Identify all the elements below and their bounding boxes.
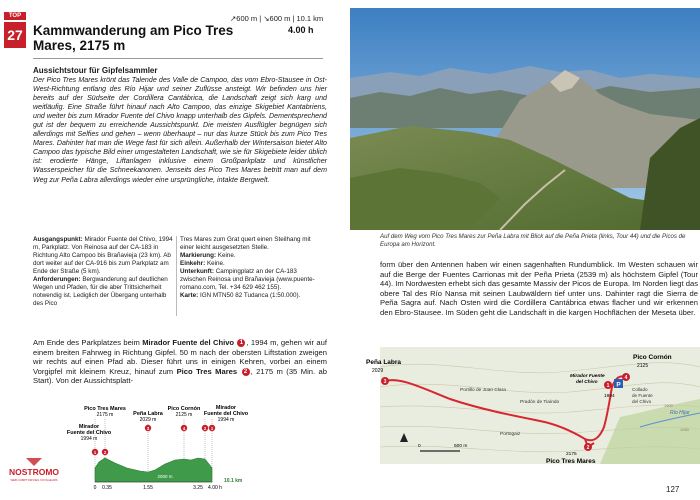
info-value-requirements-cont: Tres Mares zum Grat quert einen Steilhang mit einer leicht ausgesetzten Stelle.: [180, 236, 311, 251]
waypoint-number: 3: [146, 426, 150, 431]
page-number: 127: [666, 485, 680, 494]
mountain-photo: [350, 8, 700, 230]
route-start-name: Mirador Fuente del Chivo: [142, 338, 235, 347]
map-label-portillo: Portillo de Juan Clara: [460, 388, 506, 393]
waypoint-number: 2: [103, 450, 107, 455]
column-divider: [176, 236, 177, 316]
waypoint-number: 4: [624, 375, 628, 381]
map-parking-label: P: [616, 381, 621, 389]
profile-label: 2125 m: [175, 412, 193, 418]
route-description: [33, 338, 327, 386]
profile-label: Mirador: [215, 405, 237, 411]
info-column-right: [180, 236, 322, 300]
map-label-tres-mares-alt: 2175: [566, 452, 577, 457]
info-label-accommodation: Unterkunft:: [180, 267, 214, 275]
waypoint-number: 1: [606, 383, 610, 389]
info-value-accommodation: Campingplatz an der CA-183 zwischen Reinosa und Brañavieja (www.puente-romano.com, Tel. +34 629 462 155).: [180, 267, 315, 291]
waypoint-number: 1: [93, 450, 97, 455]
profile-x-tick: 1.55: [143, 485, 153, 491]
map-label-mirador: Mirador Fuente: [570, 374, 605, 379]
map-label-pena-labra: Peña Labra: [366, 359, 402, 366]
profile-x-tick: 4.00 h: [208, 485, 222, 491]
route-description-cont: form über den Antennen haben wir einen sagenhaften Rundumblick. Im Westen schauen wir auf die Berge der Fuentes Carrionas mit der Peña Prieta (2539 m) als höchstem Gipfel (Tour 44). Im Nordwesten erhebt sich das gesamte Massiv der Picos de Europa. Im Norden liegt das obere Tal des Río Nansa mit seinen Laubwäldern tief unter uns. Dahinter ragt die Sierra de Peña Sagra auf. Nach Osten wird die Cordillera Cantábrica etwas flacher und wir erkennen den Ebro-Stausee. Im Süden geht die Landschaft in die kargen Hochflächen der Meseta über.: [380, 260, 698, 317]
map-label-tres-mares: Pico Tres Mares: [546, 458, 596, 465]
profile-label: 2175 m: [96, 412, 114, 418]
info-label-map: Karte:: [180, 291, 199, 299]
map-scale-500: 500 m: [454, 444, 468, 449]
map-river-label: Río Híjar: [670, 410, 690, 416]
map-contour-label: 1900: [664, 403, 673, 408]
waypoint-number: 3: [383, 379, 387, 385]
map-label-pico-cornon-alt: 2125: [637, 363, 649, 369]
nostromo-logo: [4, 456, 64, 484]
tour-stats: ↗600 m | ↘600 m | 10.1 km: [230, 14, 324, 23]
info-value-refreshment: Keine.: [206, 259, 225, 267]
info-value-requirements: Bergwanderung auf deutlichen Wegen und Pfaden, für die aber Trittsicherheit notwendig ist. Lediglich der Übergang unterhalb des Pico: [33, 275, 168, 307]
intro-text: Der Pico Tres Mares krönt das Talende des Valle de Campoo, das vom Ebro-Stausee in Ost-West-Richtung entlang des Río Hijar und seiner Zuflüsse ansteigt. Wir befinden uns hier bereits auf der Südseite der Cordillera Cantábrica, die Landschaft zeigt sich karg und weitläufig. Eine Straße führt hinauf nach Alto Campoo, das einzige Skigebiet Kantabriens, und weiter bis zum Mirador Fuente del Chivo knapp unterhalb des Gipfels. Dementsprechend gut ist der bequem zu erreichende Aussichtspunkt. Die meisten Ausflügler begnügen sich allerdings mit Selfies und gehen – wenn überhaupt – nur das kurze Stück bis zum Pico Tres Mares. Dahinter hat man die Wege fast für sich allein. Außerhalb der Wintersaison bietet Alto Campoo das typische Bild einer umgestalteten Landschaft, wie sie für Skigebiete leider üblich ist: erodierte Hänge, Liftanlagen inklusive einem Großparkplatz und künstlicher Wasserspeicher für die Schneekanonen. Jenseits des Pico Tres Mares betritt man auf dem Weg zur Peña Labra allerdings wieder eine ursprüngliche, intakte Bergwelt.: [33, 76, 327, 184]
logo-tagline: WEB COMPTOIR DES VOYAGEURS: [10, 478, 58, 482]
intro-subtitle: Aussichtstour für Gipfelsammler: [33, 66, 158, 75]
info-label-start: Ausgangspunkt:: [33, 236, 83, 243]
profile-altitude-label: 2000 m: [157, 474, 173, 479]
profile-area: [95, 458, 212, 482]
title-divider: [33, 58, 323, 59]
map-label-pena-labra-alt: 2029: [372, 368, 384, 374]
profile-label: 1994 m: [217, 417, 235, 423]
map-label-pico-cornon: Pico Cornón: [633, 354, 672, 361]
profile-x-tick: 0.35: [102, 485, 112, 491]
profile-label: Fuente del Chivo: [203, 411, 249, 417]
profile-distance: 10.1 km: [224, 478, 243, 484]
profile-label: Peña Labra: [133, 411, 163, 417]
info-label-marking: Markierung:: [180, 251, 217, 259]
waypoint-marker: 2: [242, 368, 250, 376]
info-value-map: IGN MTN50 82 Tudanca (1:50.000).: [199, 291, 301, 299]
route-text-1: Am Ende des Parkplatzes beim: [33, 338, 143, 347]
map-scale-zero: 0: [418, 444, 421, 449]
map-label-mirador-2: del Chivo: [576, 380, 598, 385]
waypoint-number: 2: [586, 445, 590, 451]
tour-duration: 4.00 h: [288, 25, 314, 35]
map-label-collado-2: de Fuente: [632, 393, 653, 398]
info-value-start: Mirador Fuente del Chivo, 1994 m, Parkplatz. Von Reinosa auf der CA-183 in Richtung Alto Campoo bis Brañavieja (23 km). Ab dort weiter auf der CA-916 bis zum Parkplatz am Ende der Straße (5 km).: [33, 236, 173, 275]
profile-label: 2029 m: [139, 417, 157, 423]
profile-label: Pico Cornón: [167, 406, 201, 412]
right-page: [350, 0, 700, 500]
profile-x-tick: 3.25: [193, 485, 203, 491]
profile-x-tick: 0: [93, 485, 97, 491]
elevation-profile: [66, 398, 275, 498]
profile-label: Fuente del Chivo: [66, 430, 112, 436]
profile-label: Mirador: [78, 424, 100, 430]
info-label-requirements: Anforderungen:: [33, 275, 81, 283]
info-label-refreshment: Einkehr:: [180, 259, 206, 267]
profile-label: 1994 m: [80, 436, 98, 442]
waypoint-marker: 1: [237, 339, 245, 347]
top-badge: TOP: [4, 12, 26, 20]
map-label-mirador-alt: 1994: [604, 394, 615, 399]
map-contour-label: 1950: [680, 427, 689, 432]
photo-caption: Auf dem Weg vom Pico Tres Mares zur Peña Labra mit Blick auf die Peña Prieta (links, Tour 44) und die Picos de Europa am Horizont.: [380, 233, 686, 248]
info-column-left: [33, 236, 175, 308]
map-label-pradon: Pradón de Tiaíndo: [520, 400, 560, 405]
route-text-3: , 2175 m (35 Min. ab Start). Von der Aussichtsplatt-: [33, 366, 327, 385]
waypoint-number: 4: [182, 426, 186, 431]
tour-number: 27: [4, 22, 26, 48]
waypoint-number: 2: [203, 426, 207, 431]
route-map: [366, 347, 700, 465]
route-text-2: , 1994 m, gehen wir auf einem breiten Fahrweg in Richtung Gipfel. 50 m nach der obersten Liftstation zweigen wir rechts auf einen Pfad ab. Dieser führt uns in einigen Kehren, vorbei an einem Vorgipfel mit kleinem Kreuz, hinauf zum: [33, 338, 327, 376]
waypoint-number: 1: [210, 426, 214, 431]
profile-label: Pico Tres Mares: [84, 406, 126, 412]
map-label-collado-3: del Chivo: [632, 399, 652, 404]
route-summit-name: Pico Tres Mares: [176, 366, 238, 376]
map-label-portogaiz: Portogaiz: [500, 432, 521, 437]
tour-title: Kammwanderung am Pico Tres Mares, 2175 m: [33, 23, 234, 53]
info-value-marking: Keine.: [217, 251, 236, 259]
logo-name: NOSTROMO: [8, 467, 60, 477]
map-label-collado: Collado: [632, 387, 648, 392]
